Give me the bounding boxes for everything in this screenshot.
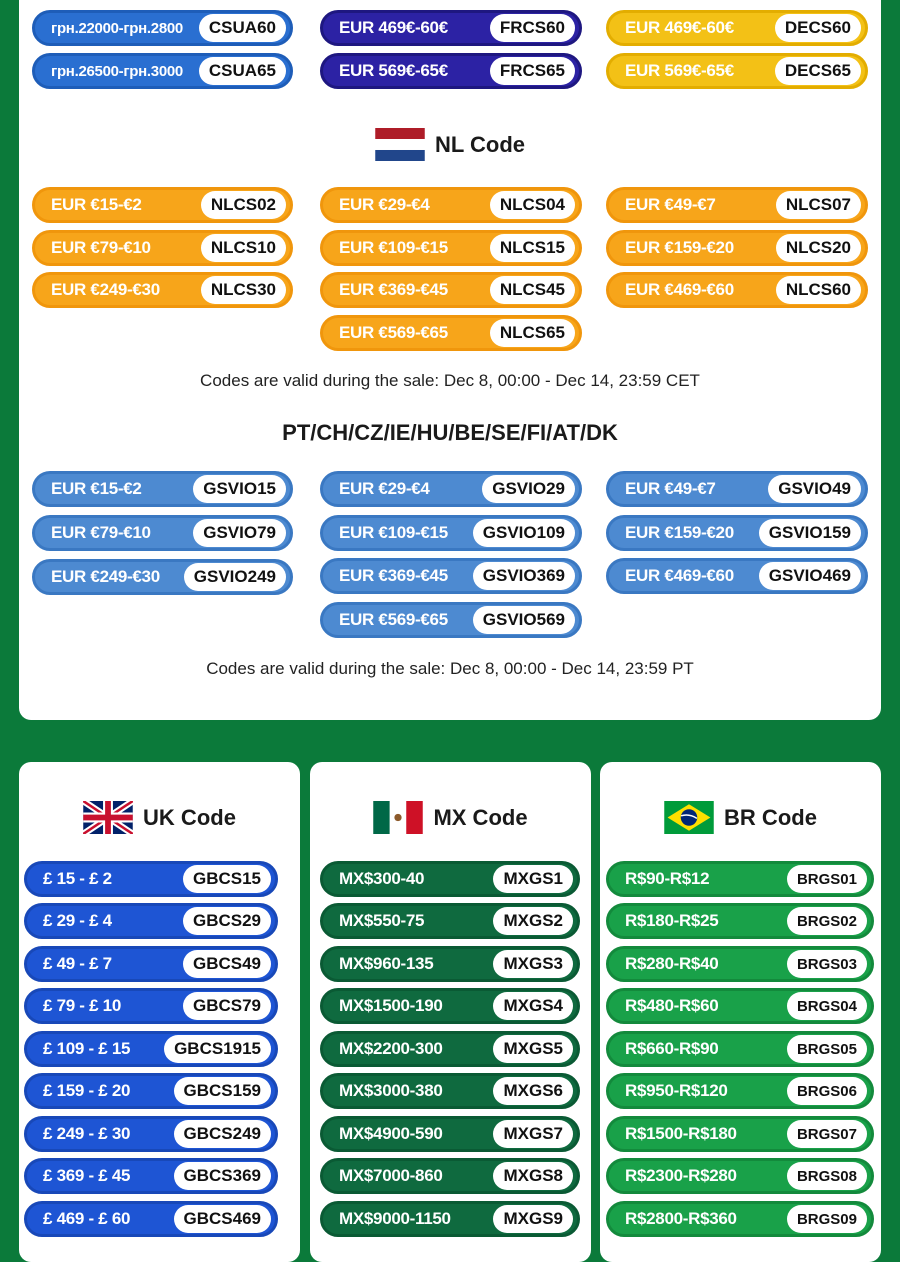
coupon-pill[interactable] (606, 1158, 874, 1194)
coupon-value: EUR €369-€45 (339, 280, 448, 299)
coupon-pill[interactable] (24, 861, 278, 897)
br-flag-icon (664, 801, 714, 834)
coupon-code: GSVIO109 (473, 519, 575, 547)
coupon-code: CSUA60 (199, 14, 286, 42)
coupon-pill[interactable] (24, 1201, 278, 1237)
coupon-code: MXGS8 (493, 1162, 573, 1190)
coupon-pill[interactable] (32, 559, 293, 595)
uk-flag-icon (83, 801, 133, 834)
coupon-pill[interactable] (606, 515, 868, 551)
coupon-value: R$280-R$40 (625, 954, 719, 973)
coupon-value: £ 249 - £ 30 (43, 1124, 131, 1143)
coupon-value: EUR €159-€20 (625, 238, 734, 257)
coupon-code: FRCS60 (490, 14, 575, 42)
coupon-code: NLCS10 (201, 234, 286, 262)
coupon-value: грн.22000-грн.2800 (51, 19, 183, 37)
coupon-pill[interactable] (606, 1031, 874, 1067)
coupon-value: MX$1500-190 (339, 996, 443, 1015)
coupon-value: грн.26500-грн.3000 (51, 62, 183, 80)
coupon-pill[interactable] (320, 1158, 580, 1194)
coupon-code: NLCS15 (490, 234, 575, 262)
coupon-value: R$2800-R$360 (625, 1209, 737, 1228)
coupon-code: BRGS09 (787, 1205, 867, 1233)
coupon-pill[interactable] (320, 230, 582, 266)
coupon-value: £ 159 - £ 20 (43, 1081, 131, 1100)
coupon-pill[interactable] (24, 903, 278, 939)
coupon-code: BRGS08 (787, 1162, 867, 1190)
coupon-code: MXGS1 (493, 865, 573, 893)
coupon-value: EUR €49-€7 (625, 195, 716, 214)
coupon-value: MX$2200-300 (339, 1039, 443, 1058)
coupon-code: FRCS65 (490, 57, 575, 85)
coupon-code: BRGS02 (787, 907, 867, 935)
coupon-value: EUR €369-€45 (339, 566, 448, 585)
coupon-pill[interactable] (606, 187, 868, 223)
coupon-code: GSVIO79 (193, 519, 286, 547)
coupon-code: CSUA65 (199, 57, 286, 85)
coupon-value: EUR €159-€20 (625, 523, 734, 542)
coupon-value: MX$960-135 (339, 954, 434, 973)
coupon-value: £ 109 - £ 15 (43, 1039, 131, 1058)
coupon-pill[interactable] (606, 10, 868, 46)
coupon-code: GSVIO569 (473, 606, 575, 634)
coupon-value: £ 469 - £ 60 (43, 1209, 131, 1228)
coupon-value: R$660-R$90 (625, 1039, 719, 1058)
coupon-code: MXGS4 (493, 992, 573, 1020)
nl-flag-icon (375, 128, 425, 161)
nl-section-heading (0, 128, 900, 161)
coupon-pill[interactable] (320, 1116, 580, 1152)
coupon-value: EUR €569-€65 (339, 610, 448, 629)
coupon-pill[interactable] (320, 602, 582, 638)
coupon-pill[interactable] (320, 471, 582, 507)
coupon-value: £ 15 - £ 2 (43, 869, 112, 888)
coupon-pill[interactable] (606, 861, 874, 897)
coupon-pill[interactable] (24, 1116, 278, 1152)
coupon-pill[interactable] (606, 988, 874, 1024)
coupon-pill[interactable] (320, 988, 580, 1024)
coupon-code: BRGS07 (787, 1120, 867, 1148)
eu-heading-label: PT/CH/CZ/IE/HU/BE/SE/FI/AT/DK (282, 420, 618, 445)
coupon-value: £ 369 - £ 45 (43, 1166, 131, 1185)
coupon-code: NLCS20 (776, 234, 861, 262)
coupon-value: EUR €569-€65 (339, 323, 448, 342)
coupon-value: EUR €249-€30 (51, 567, 160, 586)
mx-flag-icon (373, 801, 423, 834)
coupon-value: R$1500-R$180 (625, 1124, 737, 1143)
coupon-pill[interactable] (606, 946, 874, 982)
coupon-pill[interactable] (24, 988, 278, 1024)
coupon-value: MX$4900-590 (339, 1124, 443, 1143)
coupon-code: NLCS02 (201, 191, 286, 219)
eu-section-heading (0, 420, 900, 446)
uk-section-heading (19, 801, 300, 834)
coupon-code: NLCS04 (490, 191, 575, 219)
coupon-code: DECS60 (775, 14, 861, 42)
coupon-value: EUR €109-€15 (339, 238, 448, 257)
coupon-pill[interactable] (320, 861, 580, 897)
coupon-pill[interactable] (320, 558, 582, 594)
coupon-code: BRGS03 (787, 950, 867, 978)
coupon-code: GSVIO249 (184, 563, 286, 591)
br-section-heading (600, 801, 881, 834)
coupon-pill[interactable] (606, 1201, 874, 1237)
coupon-value: £ 79 - £ 10 (43, 996, 121, 1015)
coupon-code: GBCS15 (183, 865, 271, 893)
coupon-code: GBCS49 (183, 950, 271, 978)
coupon-value: MX$300-40 (339, 869, 425, 888)
coupon-code: BRGS01 (787, 865, 867, 893)
coupon-pill[interactable] (606, 903, 874, 939)
coupon-code: GSVIO49 (768, 475, 861, 503)
coupon-code: GBCS79 (183, 992, 271, 1020)
coupon-code: DECS65 (775, 57, 861, 85)
coupon-code: MXGS7 (493, 1120, 573, 1148)
coupon-pill[interactable] (320, 1201, 580, 1237)
coupon-value: MX$7000-860 (339, 1166, 443, 1185)
coupon-code: GBCS159 (174, 1077, 271, 1105)
coupon-pill[interactable] (32, 272, 293, 308)
coupon-pill[interactable] (32, 53, 293, 89)
coupon-pill[interactable] (606, 53, 868, 89)
coupon-value: EUR €15-€2 (51, 195, 142, 214)
coupon-pill[interactable] (320, 1031, 580, 1067)
coupon-pill[interactable] (24, 1031, 278, 1067)
coupon-value: EUR 569€-65€ (339, 61, 448, 80)
coupon-value: EUR €249-€30 (51, 280, 160, 299)
coupon-value: EUR €29-€4 (339, 479, 430, 498)
coupon-value: EUR €109-€15 (339, 523, 448, 542)
coupon-code: NLCS30 (201, 276, 286, 304)
coupon-pill[interactable] (320, 515, 582, 551)
mx-heading-label: MX Code (433, 804, 528, 830)
coupon-pill[interactable] (24, 946, 278, 982)
coupon-value: £ 49 - £ 7 (43, 954, 112, 973)
coupon-pill[interactable] (320, 187, 582, 223)
coupon-value: EUR 469€-60€ (625, 18, 734, 37)
coupon-value: R$480-R$60 (625, 996, 719, 1015)
coupon-pill[interactable] (320, 903, 580, 939)
coupon-code: NLCS65 (490, 319, 575, 347)
coupon-pill[interactable] (606, 471, 868, 507)
coupon-pill[interactable] (320, 315, 582, 351)
coupon-value: EUR €469-€60 (625, 566, 734, 585)
coupon-code: BRGS04 (787, 992, 867, 1020)
coupon-code: BRGS05 (787, 1035, 867, 1063)
coupon-code: GSVIO159 (759, 519, 861, 547)
coupon-value: MX$550-75 (339, 911, 425, 930)
coupon-code: MXGS9 (493, 1205, 573, 1233)
coupon-code: MXGS6 (493, 1077, 573, 1105)
uk-heading-label: UK Code (143, 804, 236, 830)
coupon-code: MXGS2 (493, 907, 573, 935)
coupon-pill[interactable] (606, 272, 868, 308)
coupon-pill[interactable] (32, 10, 293, 46)
coupon-value: MX$3000-380 (339, 1081, 443, 1100)
coupon-value: EUR €79-€10 (51, 238, 151, 257)
coupon-pill[interactable] (320, 10, 582, 46)
coupon-code: GBCS369 (174, 1162, 271, 1190)
coupon-code: GSVIO469 (759, 562, 861, 590)
coupon-code: GSVIO369 (473, 562, 575, 590)
nl-validity-note: Codes are valid during the sale: Dec 8, 00:00 - Dec 14, 23:59 CET (200, 371, 700, 390)
coupon-value: EUR €49-€7 (625, 479, 716, 498)
mx-section-heading (310, 801, 591, 834)
coupon-pill[interactable] (32, 515, 293, 551)
coupon-value: R$180-R$25 (625, 911, 719, 930)
coupon-pill[interactable] (320, 946, 580, 982)
coupon-code: NLCS07 (776, 191, 861, 219)
coupon-code: GSVIO15 (193, 475, 286, 503)
coupon-value: EUR €15-€2 (51, 479, 142, 498)
coupon-value: EUR €29-€4 (339, 195, 430, 214)
coupon-pill[interactable] (320, 1073, 580, 1109)
coupon-code: BRGS06 (787, 1077, 867, 1105)
coupon-value: MX$9000-1150 (339, 1209, 451, 1228)
coupon-pill[interactable] (32, 187, 293, 223)
coupon-code: NLCS45 (490, 276, 575, 304)
coupon-value: EUR 569€-65€ (625, 61, 734, 80)
coupon-value: R$950-R$120 (625, 1081, 728, 1100)
coupon-pill[interactable] (606, 1073, 874, 1109)
coupon-code: GBCS1915 (164, 1035, 271, 1063)
coupon-value: R$2300-R$280 (625, 1166, 737, 1185)
coupon-pill[interactable] (606, 558, 868, 594)
coupon-pill[interactable] (24, 1073, 278, 1109)
coupon-code: GBCS249 (174, 1120, 271, 1148)
coupon-code: GBCS29 (183, 907, 271, 935)
coupon-pill[interactable] (606, 1116, 874, 1152)
coupon-value: EUR €469-€60 (625, 280, 734, 299)
coupon-value: EUR €79-€10 (51, 523, 151, 542)
eu-validity-note: Codes are valid during the sale: Dec 8, 00:00 - Dec 14, 23:59 PT (206, 659, 694, 678)
coupon-code: NLCS60 (776, 276, 861, 304)
coupon-pill[interactable] (320, 272, 582, 308)
coupon-code: GSVIO29 (482, 475, 575, 503)
nl-heading-label: NL Code (434, 131, 526, 157)
coupon-code: GBCS469 (174, 1205, 271, 1233)
coupon-value: EUR 469€-60€ (339, 18, 448, 37)
coupon-code: MXGS5 (493, 1035, 573, 1063)
coupon-pill[interactable] (32, 230, 293, 266)
coupon-pill[interactable] (606, 230, 868, 266)
coupon-code: MXGS3 (493, 950, 573, 978)
coupon-pill[interactable] (24, 1158, 278, 1194)
coupon-pill[interactable] (32, 471, 293, 507)
coupon-value: £ 29 - £ 4 (43, 911, 112, 930)
coupon-value: R$90-R$12 (625, 869, 710, 888)
coupon-pill[interactable] (320, 53, 582, 89)
br-heading-label: BR Code (724, 804, 817, 830)
